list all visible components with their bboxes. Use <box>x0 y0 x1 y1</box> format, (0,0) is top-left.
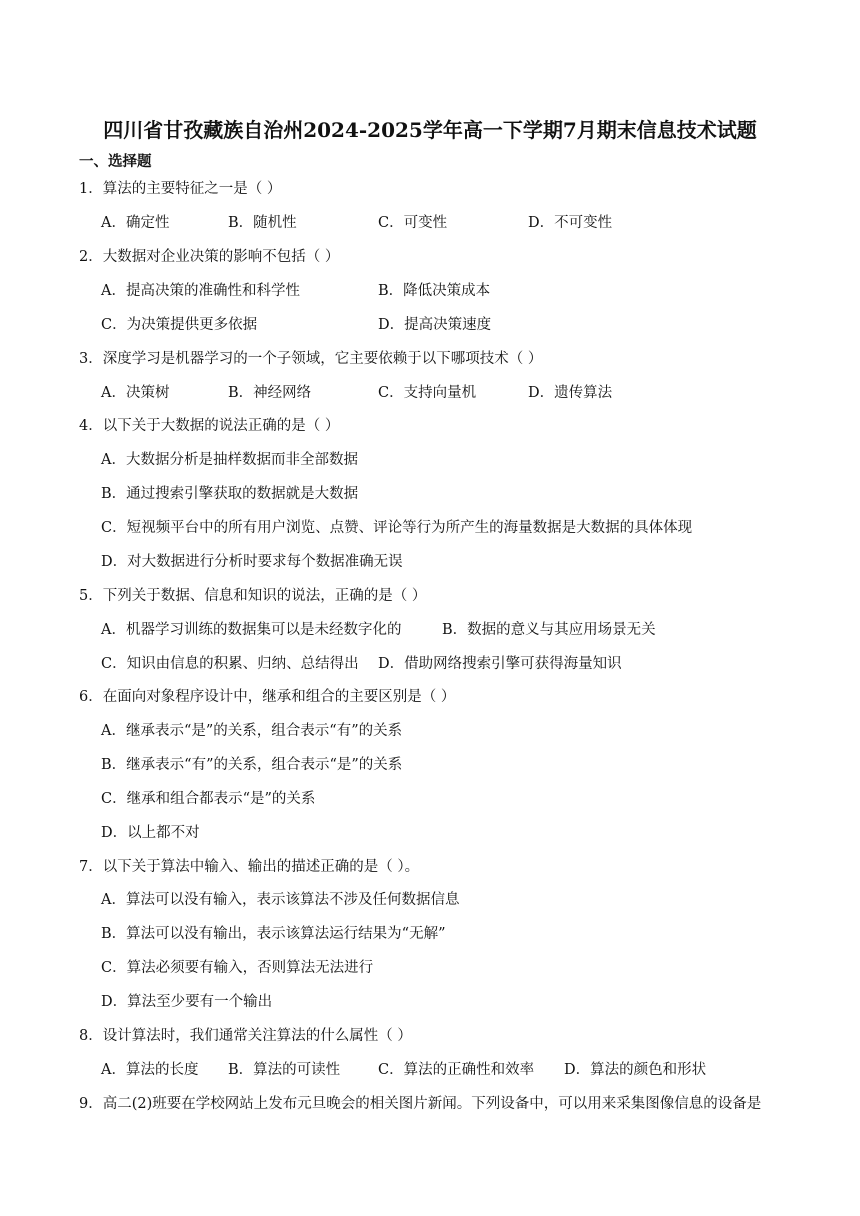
question-9-stem: 9．高二(2)班要在学校网站上发布元旦晚会的相关图片新闻。下列设备中，可以用来采集图像信息的设备是 <box>79 1096 762 1112</box>
question-8-option-c: C．算法的正确性和效率 <box>378 1062 535 1078</box>
question-4-stem: 4．以下关于大数据的说法正确的是（ ） <box>79 418 340 434</box>
question-2-option-b: B．降低决策成本 <box>378 283 491 299</box>
section-heading: 一、选择题 <box>79 153 152 170</box>
question-3-option-c: C．支持向量机 <box>378 385 477 401</box>
question-5-option-d: D．借助网络搜索引擎可获得海量知识 <box>378 656 622 672</box>
question-5-option-b: B．数据的意义与其应用场景无关 <box>442 622 656 638</box>
question-7-option-d: D．算法至少要有一个输出 <box>101 994 273 1010</box>
question-5-option-a: A．机器学习训练的数据集可以是未经数字化的 <box>101 622 402 638</box>
question-3-stem: 3．深度学习是机器学习的一个子领域，它主要依赖于以下哪项技术（ ） <box>79 351 543 367</box>
question-3-option-a: A．决策树 <box>101 385 170 401</box>
question-6-option-b: B．继承表示“有”的关系，组合表示“是”的关系 <box>101 757 403 773</box>
question-7-stem: 7．以下关于算法中输入、输出的描述正确的是（ ）。 <box>79 859 420 875</box>
question-1-option-d: D．不可变性 <box>528 215 613 231</box>
question-8-stem: 8．设计算法时，我们通常关注算法的什么属性（ ） <box>79 1028 412 1044</box>
question-1-stem: 1．算法的主要特征之一是（ ） <box>79 181 282 197</box>
question-7-option-a: A．算法可以没有输入，表示该算法不涉及任何数据信息 <box>101 892 460 908</box>
question-8-option-d: D．算法的颜色和形状 <box>564 1062 707 1078</box>
question-6-option-d: D．以上都不对 <box>101 825 200 841</box>
question-2-stem: 2．大数据对企业决策的影响不包括（ ） <box>79 249 340 265</box>
question-7-option-c: C．算法必须要有输入，否则算法无法进行 <box>101 960 374 976</box>
question-8-option-a: A．算法的长度 <box>101 1062 199 1078</box>
question-1-option-a: A．确定性 <box>101 215 170 231</box>
question-2-option-d: D．提高决策速度 <box>378 317 492 333</box>
question-6-stem: 6．在面向对象程序设计中，继承和组合的主要区别是（ ） <box>79 689 456 705</box>
question-1-option-c: C．可变性 <box>378 215 448 231</box>
question-5-stem: 5．下列关于数据、信息和知识的说法，正确的是（ ） <box>79 588 427 604</box>
question-6-option-c: C．继承和组合都表示“是”的关系 <box>101 791 316 807</box>
question-4-option-b: B．通过搜索引擎获取的数据就是大数据 <box>101 486 359 502</box>
question-6-option-a: A．继承表示“是”的关系，组合表示“有”的关系 <box>101 723 403 739</box>
question-4-option-d: D．对大数据进行分析时要求每个数据准确无误 <box>101 554 403 570</box>
question-4-option-c: C．短视频平台中的所有用户浏览、点赞、评论等行为所产生的海量数据是大数据的具体体现 <box>101 520 693 536</box>
question-2-option-a: A．提高决策的准确性和科学性 <box>101 283 300 299</box>
question-3-option-d: D．遗传算法 <box>528 385 613 401</box>
question-8-option-b: B．算法的可读性 <box>228 1062 341 1078</box>
question-7-option-b: B．算法可以没有输出，表示该算法运行结果为“无解” <box>101 926 446 942</box>
question-2-option-c: C．为决策提供更多依据 <box>101 317 258 333</box>
page-title: 四川省甘孜藏族自治州2024-2025学年高一下学期7月期末信息技术试题 <box>103 118 757 142</box>
question-5-option-c: C．知识由信息的积累、归纳、总结得出 <box>101 656 359 672</box>
question-4-option-a: A．大数据分析是抽样数据而非全部数据 <box>101 452 358 468</box>
question-3-option-b: B．神经网络 <box>228 385 312 401</box>
question-1-option-b: B．随机性 <box>228 215 297 231</box>
